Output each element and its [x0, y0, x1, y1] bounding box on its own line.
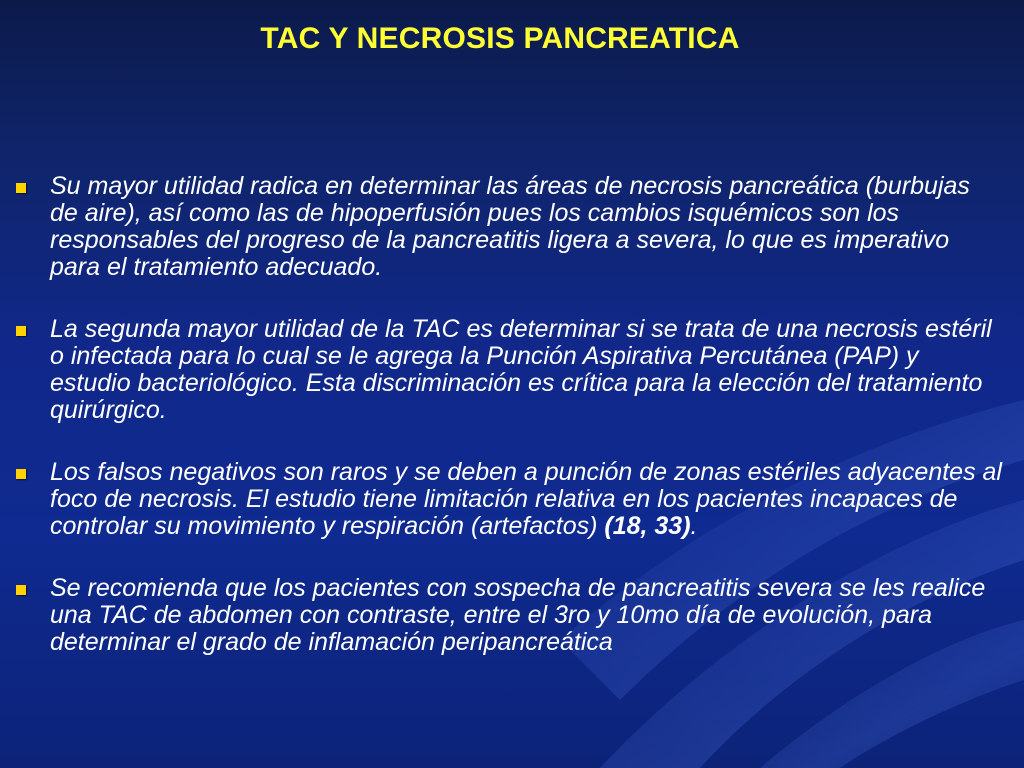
bullet-item-3: [14, 459, 1004, 540]
bullet-list: [14, 173, 1004, 691]
bullet-text: La segunda mayor utilidad de la TAC es determinar si se trata de una necrosis estéril o infectada para lo cual se le agrega la Punción Aspirativa Percutánea (PAP) y estudio bacteriológico. Esta discriminación es crítica para la elección del tratamiento quirúrgico.: [50, 315, 992, 424]
bullet-body: Los falsos negativos son raros y se deben a punción de zonas estériles adyacentes al foco de necrosis. El estudio tiene limitación relativa en los pacientes incapaces de controlar su movimiento y respiración (artefactos): [50, 458, 1002, 540]
citation: (18, 33): [604, 512, 691, 540]
bullet-item-2: [14, 316, 1004, 424]
square-bullet-icon: [16, 326, 26, 336]
bullet-item-4: [14, 575, 1004, 656]
bullet-text: Su mayor utilidad radica en determinar las áreas de necrosis pancreática (burbujas de aire), así como las de hipoperfusión pues los cambios isquémicos son los responsables del progreso de la pancreatitis ligera a severa, lo que es imperativo para el tratamiento adecuado.: [50, 172, 970, 281]
bullet-text: [50, 459, 1004, 540]
slide-title: TAC Y NECROSIS PANCREATICA: [260, 22, 740, 55]
square-bullet-icon: [16, 469, 26, 479]
bullet-item-1: [14, 173, 1004, 281]
bullet-suffix: .: [690, 512, 698, 540]
bullet-text: Se recomienda que los pacientes con sospecha de pancreatitis severa se les realice una TAC de abdomen con contraste, entre el 3ro y 10mo día de evolución, para determinar el grado de inflamación peripancreática: [50, 574, 986, 656]
square-bullet-icon: [16, 183, 26, 193]
square-bullet-icon: [16, 585, 26, 595]
